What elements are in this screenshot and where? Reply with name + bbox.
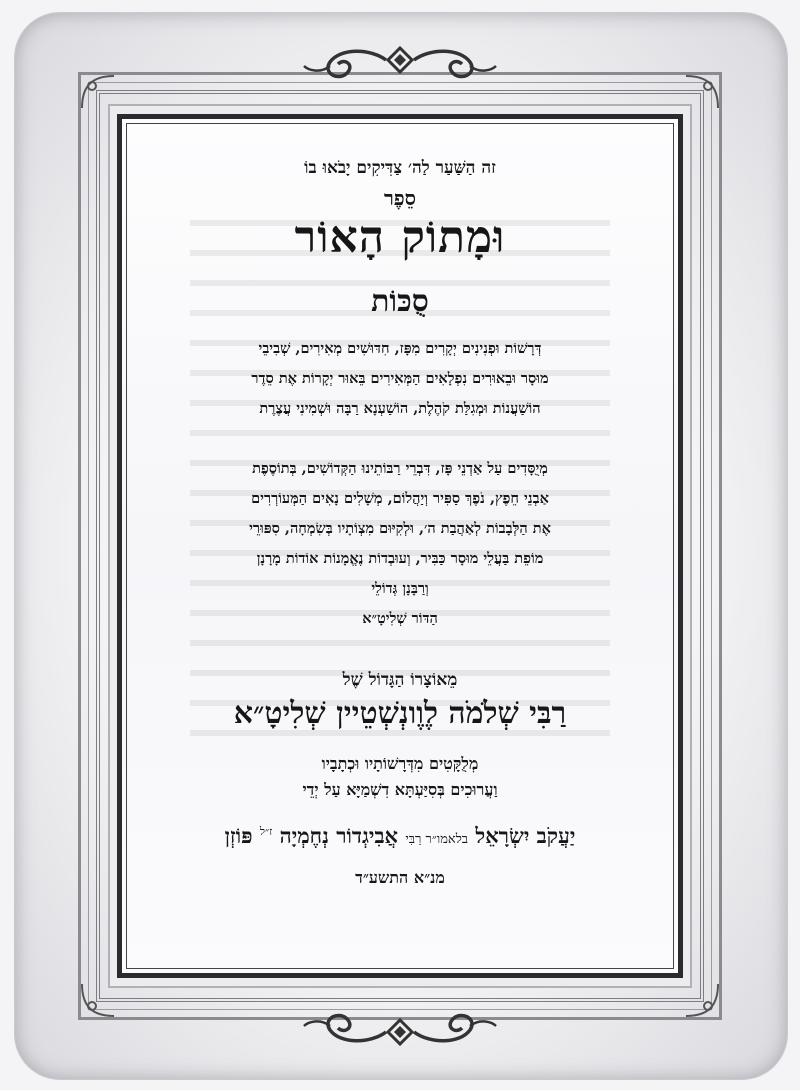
description-line: מוּסָר וּבֵאוּרִים נִפְלָאִים הַמְּאִירִים בֵּאוּר יְקָרוֹת אֶת סֵדֶר (251, 370, 549, 387)
treasury-line: מֵאוֹצָרוֹ הַגָּדוֹל שֶׁל (342, 670, 458, 690)
description-line: הוֹשַׁעֲנוֹת וּמְגִלַּת קֹהֶלֶת, הוֹשַׁעְנָא רַבָּה וּשְׁמִינִי עֲצֶרֶת (259, 400, 541, 417)
compiled-line: וַעֲרוּכִים בְּסִיַּעְתָּא דִשְׁמַיָּא עַל יְדֵי (302, 780, 498, 799)
compiled-line: מְלֻקָּטִים מִדְּרָשׁוֹתָיו וּכְתָבָיו (321, 754, 479, 773)
description-line: אֶת הַלְּבָבוֹת לְאַהֲבַת ה׳, וּלְקִיּוּם מִצְוֹתָיו בְּשִׂמְחָה, סִפּוּרֵי (249, 520, 551, 537)
editor-father-name: אֲבִיגְדוֹר נְחֶמְיָה (279, 823, 399, 848)
publication-year: מנ״א התשע״ד (355, 868, 445, 887)
bottom-scroll-ornament-icon (300, 1004, 500, 1048)
opening-verse: זה הַשַּׁעַר לַה׳ צַדִּיקִים יָבֹאוּ בוֹ (304, 158, 496, 178)
corner-curl-icon (78, 980, 118, 1020)
title-page-text (130, 130, 670, 960)
top-scroll-ornament-icon (300, 44, 500, 88)
corner-curl-icon (78, 72, 118, 112)
editor-credit (130, 823, 670, 849)
sefer-label: סֵפֶר (383, 186, 417, 210)
corner-curl-icon (682, 72, 722, 112)
description-line: מוֹפֵת בַּעֲלֵי מוּסָר כַּבִּיר, וְעוּבְדוֹת נֶאֱמָנוֹת אוֹדוֹת מָרָנָן (256, 550, 544, 567)
editor-zl: ז״ל (259, 825, 273, 838)
corner-curl-icon (682, 980, 722, 1020)
book-title: וּמָתוֹק הָאוֹר (294, 212, 506, 263)
description-line: אַבְנֵי חֵפֶץ, נֹפֶךְ סַפִּיר וְיַהֲלוֹם, מְשָׁלִים נָאִים הַמְּעוֹרְרִים (251, 490, 549, 507)
description-line: וְרַבָּנָן גְּדוֹלֵי (371, 580, 429, 597)
description-line: דְּרָשׁוֹת וּפְנִינִים יְקָרִים מִפָּז, חִדּוּשִׁים מְאִירִים, שְׁבִיבֵי (258, 340, 542, 357)
book-subtitle: סֻכּוֹת (371, 284, 429, 319)
author-name: רַבִּי שְׁלֹמֹה לֶוֶונְשְׁטֵיין שְׁלִיטָ״א (233, 696, 567, 731)
editor-name: יַעֲקֹב יִשְׂרָאֵל (475, 823, 576, 848)
editor-patronymic-prefix: בלאמו״ר רַבִּי (405, 832, 469, 847)
editor-surname: פּוֹזְן (224, 823, 253, 848)
description-line: הַדּוֹר שְׁלִיטָ״א (362, 610, 438, 627)
description-line: מְיֻסָּדִים עַל אַדְנֵי פָּז, דִּבְרֵי רַבּוֹתֵינוּ הַקְּדוֹשִׁים, בְּתוֹסֶפֶת (252, 460, 548, 477)
